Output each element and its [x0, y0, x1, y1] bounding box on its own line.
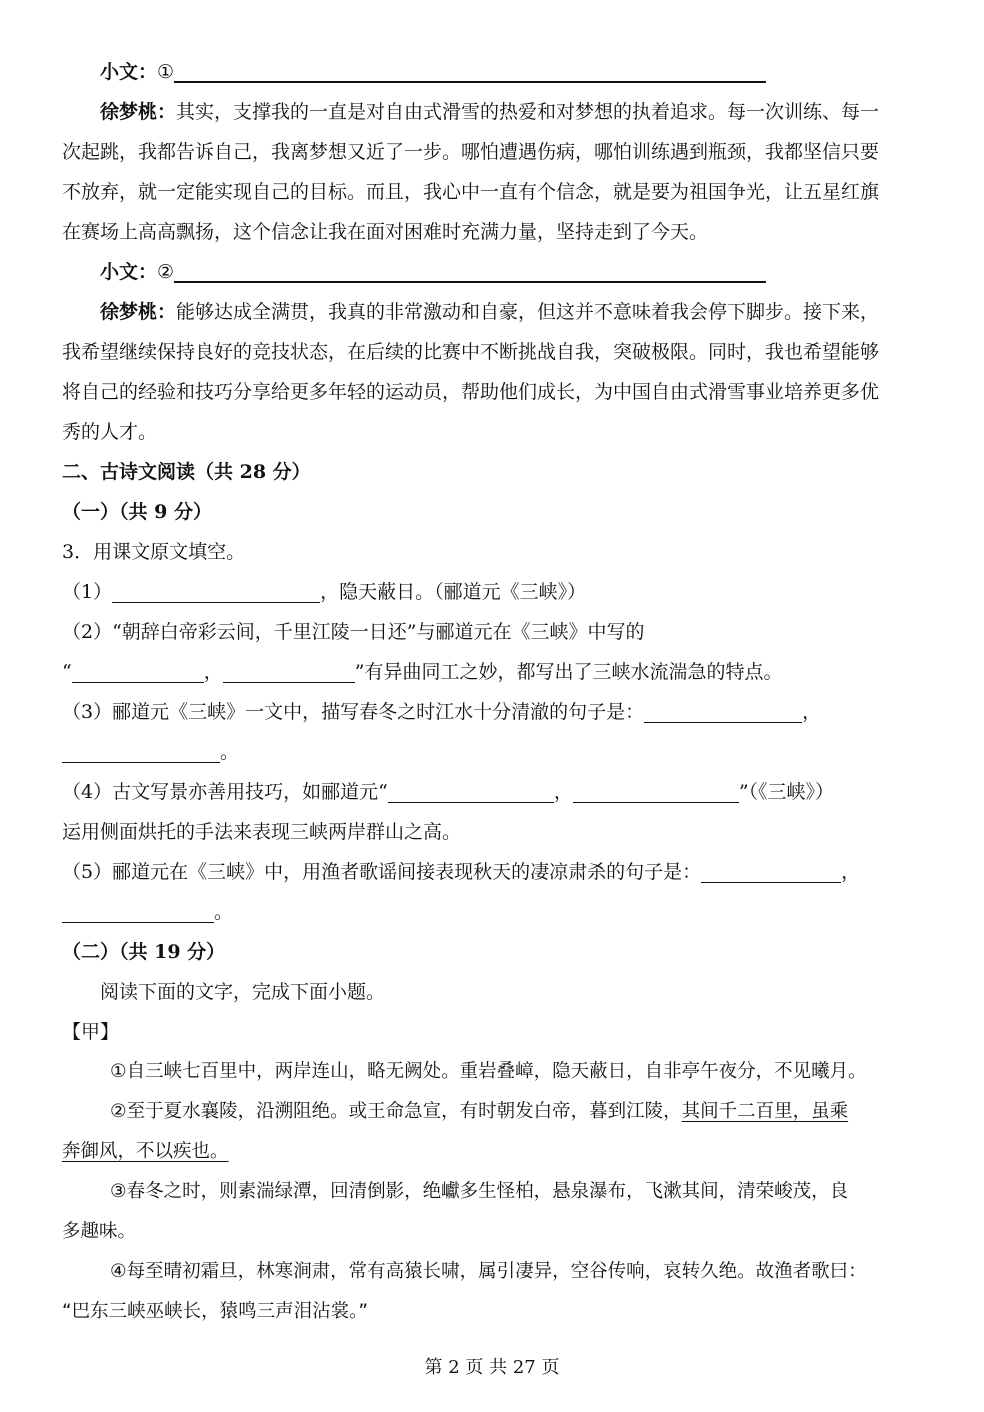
interview-question-2 — [100, 258, 942, 286]
fill-blank[interactable] — [573, 780, 739, 803]
sub-question-text: ”（《三峡》） — [738, 781, 835, 803]
question-3-3-line-1 — [62, 698, 942, 726]
passage-text: ②至于夏水襄陵，沿溯阻绝。或王命急宣，有时朝发白帝，暮到江陵， — [110, 1101, 682, 1122]
fill-blank[interactable] — [701, 860, 841, 883]
question-3-1 — [62, 578, 942, 606]
punctuation: 。 — [214, 901, 234, 923]
answer-2-line-3: 将自己的经验和技巧分享给更多年轻的运动员，帮助他们成长，为中国自由式滑雪事业培养更多优 — [62, 381, 880, 403]
passage-paragraph-1: ①自三峡七百里中，两岸连山，略无阙处。重岩叠嶂，隐天蔽日，自非亭午夜分，不见曦月。 — [110, 1061, 867, 1082]
sub-question-number: （1） — [62, 581, 113, 603]
passage-paragraph-3-line-1: ③春冬之时，则素湍绿潭，回清倒影，绝巘多生怪柏，悬泉瀑布，飞漱其间，清荣峻茂，良 — [110, 1181, 849, 1202]
fill-blank[interactable] — [72, 660, 204, 683]
answer-2-line-2: 我希望继续保持良好的竞技状态，在后续的比赛中不断挑战自我，突破极限。同时，我也希望能够 — [62, 341, 880, 363]
answer-blank[interactable] — [174, 59, 766, 83]
question-marker: ① — [157, 61, 175, 83]
passage-paragraph-3-line-2: 多趣味。 — [62, 1221, 137, 1242]
page-number: 第 2 页 共 27 页 — [424, 1357, 560, 1378]
speaker-label: 小文： — [100, 261, 158, 283]
answer-text: 其实，支撑我的一直是对自由式滑雪的热爱和对梦想的执着追求。每一次训练、每一 — [176, 101, 880, 123]
speaker-label: 小文： — [100, 61, 158, 83]
underlined-sentence: 其间千二百里，虽乘 — [681, 1101, 849, 1122]
sub-question-text: （4）古文写景亦善用技巧，如郦道元“ — [62, 781, 388, 803]
punctuation: ， — [553, 781, 573, 803]
answer-1-line-1 — [100, 98, 942, 126]
sub-question-text: （5）郦道元在《三峡》中，用渔者歌谣间接表现秋天的凄凉肃杀的句子是： — [62, 861, 702, 883]
section-title: 二、古诗文阅读（共 28 分） — [62, 461, 311, 483]
sub-question-text: （3）郦道元《三峡》一文中，描写春冬之时江水十分清澈的句子是： — [62, 701, 645, 723]
sub-question-text: ，隐天蔽日。（郦道元《三峡》） — [320, 581, 587, 603]
passage-paragraph-4-line-2: “巴东三峡巫峡长，猿鸣三声泪沾裳。” — [62, 1301, 368, 1322]
question-3-5-line-2 — [62, 898, 942, 926]
speaker-label: 徐梦桃： — [100, 101, 177, 123]
underlined-sentence: 奔御风，不以疾也。 — [62, 1141, 229, 1162]
interview-question-1 — [100, 58, 942, 86]
question-3-2-line-2 — [62, 658, 942, 686]
sub-question-text: ”有异曲同工之妙，都写出了三峡水流湍急的特点。 — [354, 661, 783, 683]
reading-intro: 阅读下面的文字，完成下面小题。 — [100, 981, 386, 1003]
answer-1-line-2: 次起跳，我都告诉自己，我离梦想又近了一步。哪怕遭遇伤病，哪怕训练遇到瓶颈，我都坚信只要 — [62, 141, 880, 163]
passage-paragraph-2-line-2 — [62, 1138, 942, 1166]
fill-blank[interactable] — [112, 580, 320, 603]
question-3-5-line-1 — [62, 858, 942, 886]
answer-text: 能够达成全满贯，我真的非常激动和自豪，但这并不意味着我会停下脚步。接下来， — [176, 301, 880, 323]
fill-blank[interactable] — [223, 660, 355, 683]
passage-paragraph-4-line-1: ④每至晴初霜旦，林寒涧肃，常有高猿长啸，属引凄异，空谷传响，哀转久绝。故渔者歌曰： — [110, 1261, 867, 1282]
question-3-stem: 3．用课文原文填空。 — [62, 541, 246, 563]
punctuation: ， — [802, 701, 822, 723]
punctuation: ， — [203, 661, 223, 683]
question-marker: ② — [157, 261, 175, 283]
answer-1-line-4: 在赛场上高高飘扬，这个信念让我在面对困难时充满力量，坚持走到了今天。 — [62, 221, 709, 243]
question-3-2-line-1: （2）“朝辞白帝彩云间，千里江陵一日还”与郦道元在《三峡》中写的 — [62, 621, 645, 643]
fill-blank[interactable] — [62, 900, 214, 923]
fill-blank[interactable] — [62, 740, 220, 763]
speaker-label: 徐梦桃： — [100, 301, 177, 323]
passage-paragraph-2-line-1 — [110, 1098, 942, 1126]
answer-1-line-3: 不放弃，就一定能实现自己的目标。而且，我心中一直有个信念，就是要为祖国争光，让五星红旗 — [62, 181, 880, 203]
part-2-title: （二）（共 19 分） — [62, 941, 226, 963]
punctuation: 。 — [220, 741, 240, 763]
answer-2-line-4: 秀的人才。 — [62, 421, 158, 443]
part-1-title: （一）（共 9 分） — [62, 501, 212, 523]
question-3-4-line-2: 运用侧面烘托的手法来表现三峡两岸群山之高。 — [62, 821, 462, 843]
fill-blank[interactable] — [388, 780, 554, 803]
answer-2-line-1 — [100, 298, 942, 326]
question-3-3-line-2 — [62, 738, 942, 766]
passage-label-jia: 【甲】 — [62, 1021, 120, 1043]
punctuation: ， — [841, 861, 861, 883]
fill-blank[interactable] — [644, 700, 802, 723]
quote-mark: “ — [62, 661, 72, 683]
question-3-4-line-1 — [62, 778, 942, 806]
answer-blank[interactable] — [174, 259, 766, 283]
